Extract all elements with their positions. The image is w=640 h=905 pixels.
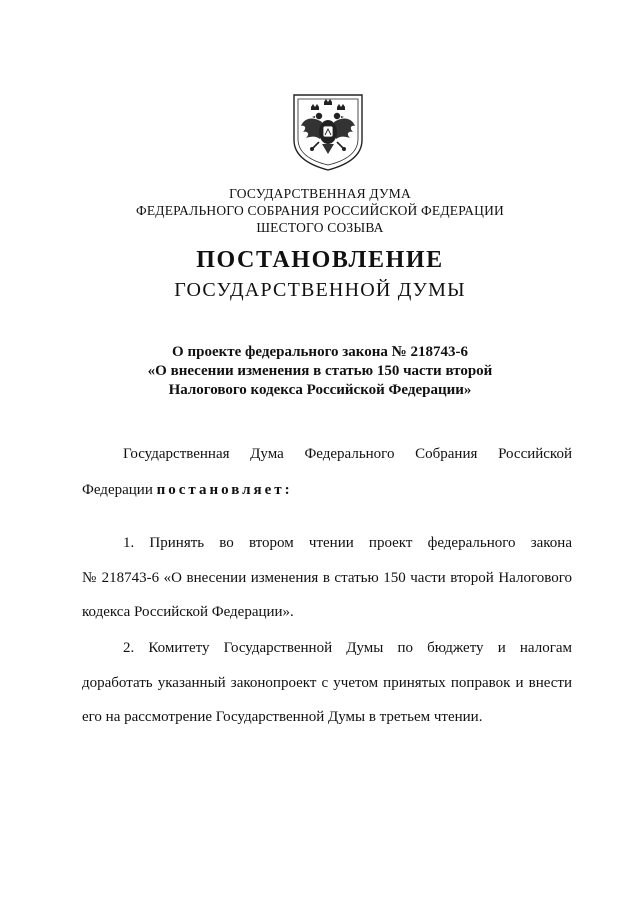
preamble-line-1: Государственная Дума Федерального Собрания Российской — [123, 446, 572, 462]
subject-line-2: «О внесении изменения в статью 150 части второй — [147, 363, 493, 379]
resolves-word: постановляет: — [156, 482, 293, 498]
item2-line-1: 2. Комитету Государственной Думы по бюджету и налогам — [123, 640, 572, 656]
item1-line-1: 1. Принять во втором чтении проект федерального закона — [123, 535, 572, 551]
preamble-line-2 — [82, 482, 293, 499]
item1-line-2: № 218743-6 «О внесении изменения в статью 150 части второй Налогового — [82, 570, 572, 586]
coat-of-arms-emblem — [291, 92, 365, 172]
item2-line-2: доработать указанный законопроект с учетом принятых поправок и внести — [82, 675, 572, 691]
item2-line-3: его на рассмотрение Государственной Думы в третьем чтении. — [82, 709, 483, 725]
item1-line-3: кодекса Российской Федерации». — [82, 604, 294, 620]
header-line-3: ШЕСТОГО СОЗЫВА — [256, 220, 384, 235]
subject-line-1: О проекте федерального закона № 218743-6 — [172, 344, 468, 360]
subject-line-3: Налогового кодекса Российской Федерации» — [168, 382, 472, 398]
header-line-2: ФЕДЕРАЛЬНОГО СОБРАНИЯ РОССИЙСКОЙ ФЕДЕРАЦИИ — [136, 203, 504, 218]
document-subtitle: ГОСУДАРСТВЕННОЙ ДУМЫ — [174, 279, 466, 301]
header-line-1: ГОСУДАРСТВЕННАЯ ДУМА — [229, 186, 411, 201]
document-title: ПОСТАНОВЛЕНИЕ — [196, 247, 444, 273]
preamble-federation: Федерации — [82, 482, 153, 498]
